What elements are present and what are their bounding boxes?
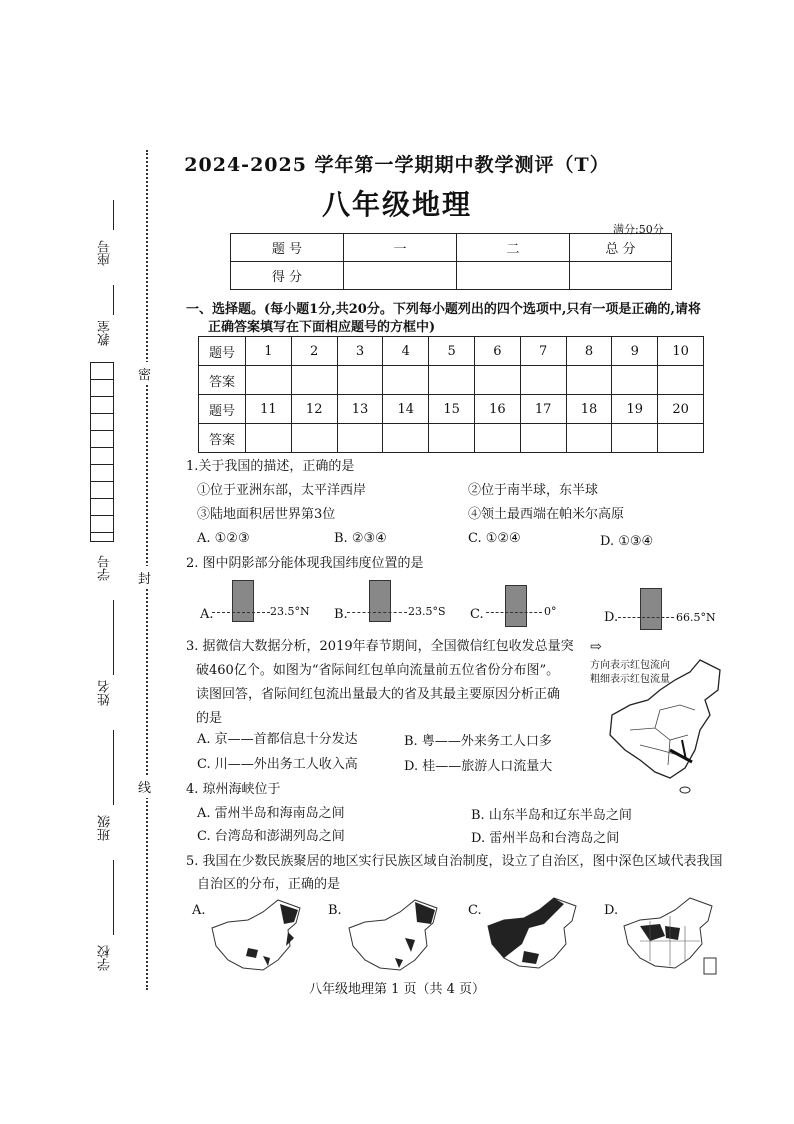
answer-table (198, 336, 704, 453)
q3-option-c[interactable]: C. 川——外出务工人收入高 (197, 757, 358, 772)
q3-legend-thickness: 粗细表示红包流量 (590, 674, 670, 685)
answer-label: 答案 (199, 366, 246, 395)
q4-stem: 4. 琼州海峡位于 (186, 782, 281, 797)
name-blank[interactable] (113, 730, 114, 805)
answer-cell[interactable] (520, 366, 566, 395)
score-header: 一 (344, 234, 457, 262)
answer-cell[interactable] (520, 424, 566, 453)
answer-cell[interactable] (658, 424, 704, 453)
q5-option-b[interactable]: B. (328, 903, 342, 918)
exam-title: 2024-2025 学年第一学期期中教学测评（T） (184, 154, 610, 176)
question-number: 1 (246, 337, 292, 366)
score-header: 题 号 (231, 234, 344, 262)
question-number: 9 (612, 337, 658, 366)
room-label: 教室 (98, 320, 113, 346)
score-cell[interactable] (570, 262, 672, 290)
score-header: 二 (457, 234, 570, 262)
answer-cell[interactable] (429, 366, 475, 395)
answer-cell[interactable] (566, 366, 612, 395)
q5-option-c[interactable]: C. (468, 903, 482, 918)
q4-option-b[interactable]: B. 山东半岛和辽东半岛之间 (471, 808, 632, 823)
q4-option-c[interactable]: C. 台湾岛和澎湖列岛之间 (197, 829, 345, 844)
q1-stem: 1.关于我国的描述，正确的是 (186, 459, 355, 474)
answer-label: 题号 (199, 337, 246, 366)
seal-feng: 封 (138, 566, 151, 589)
seal-mi: 密 (138, 362, 151, 385)
q5-stem-line1: 5. 我国在少数民族聚居的地区实行民族区域自治制度，设立了自治区，图中深色区域代表我国 (186, 854, 723, 869)
q1-option-c[interactable]: C. ①②④ (468, 531, 521, 546)
question-number: 5 (429, 337, 475, 366)
q2-figure-d-line (618, 617, 674, 618)
q1-statement: ④领土最西端在帕米尔高原 (468, 507, 625, 522)
question-number: 12 (291, 395, 337, 424)
q2-figure-d-latitude: 66.5°N (676, 611, 716, 624)
q2-option-c[interactable]: C. (470, 607, 484, 622)
question-number: 4 (383, 337, 429, 366)
exam-subject: 八年级地理 (321, 188, 472, 221)
answer-cell[interactable] (337, 366, 383, 395)
question-number: 11 (246, 395, 292, 424)
q3-stem: 3. 据微信大数据分析，2019年春节期间，全国微信红包收发总量突 破460亿个。如图为“省际间红包单向流量前五位省份分布图”。 读图回答，省际间红包流出量最大的省及其最主要原因分析正确 的是 (186, 639, 574, 726)
q2-figure-b-line (347, 612, 407, 613)
question-number: 18 (566, 395, 612, 424)
q1-option-b[interactable]: B. ②③④ (334, 531, 387, 546)
q5-map-d (620, 896, 720, 978)
q2-figure-a-band (232, 580, 254, 622)
question-number: 7 (520, 337, 566, 366)
score-cell[interactable] (457, 262, 570, 290)
q2-figure-d-band (640, 588, 662, 630)
q2-stem: 2. 图中阴影部分能体现我国纬度位置的是 (186, 556, 424, 571)
room-blank[interactable] (113, 285, 114, 315)
answer-cell[interactable] (383, 424, 429, 453)
q2-figure-a-line (212, 612, 270, 613)
q4-option-a[interactable]: A. 雷州半岛和海南岛之间 (197, 806, 345, 821)
question-number: 6 (474, 337, 520, 366)
answer-cell[interactable] (429, 424, 475, 453)
q2-figure-c-band (505, 585, 527, 627)
q5-stem-line2: 自治区的分布，正确的是 (197, 877, 341, 892)
arrow-right-icon: ⇨ (590, 639, 602, 655)
q2-figure-b-band (369, 580, 391, 622)
question-number: 3 (337, 337, 383, 366)
q2-option-b[interactable]: B. (334, 607, 348, 622)
q5-map-c (484, 896, 584, 974)
answer-cell[interactable] (246, 424, 292, 453)
q3-option-a[interactable]: A. 京——首都信息十分发达 (197, 732, 358, 747)
school-label: 学校 (98, 945, 113, 971)
answer-label: 答案 (199, 424, 246, 453)
q5-map-a (208, 898, 308, 976)
question-number: 19 (612, 395, 658, 424)
q2-figure-c-line (486, 612, 542, 613)
question-number: 2 (291, 337, 337, 366)
seat-label: 座号 (98, 240, 113, 266)
q1-statement: ①位于亚洲东部，太平洋西岸 (197, 483, 367, 498)
q1-option-a[interactable]: A. ①②③ (197, 531, 250, 546)
seal-xian: 线 (138, 775, 151, 798)
q2-figure-c-latitude: 0° (544, 605, 557, 618)
question-number: 17 (520, 395, 566, 424)
q1-option-d[interactable]: D. ①③④ (600, 534, 654, 549)
answer-cell[interactable] (612, 366, 658, 395)
question-number: 13 (337, 395, 383, 424)
question-number: 14 (383, 395, 429, 424)
q3-legend-direction: 方向表示红包流向 (590, 660, 670, 671)
class-label: 班级 (98, 815, 113, 841)
answer-cell[interactable] (291, 366, 337, 395)
q3-red-envelope-flow-map (600, 650, 730, 800)
student-no-label: 学号 (98, 555, 113, 581)
q2-figure-b-latitude: 23.5°S (408, 605, 446, 618)
q2-option-d[interactable]: D. (604, 610, 619, 625)
full-score: 满分:50分 (613, 223, 664, 236)
question-number: 15 (429, 395, 475, 424)
question-number: 8 (566, 337, 612, 366)
q1-statement: ②位于南半球，东半球 (468, 483, 599, 498)
answer-cell[interactable] (337, 424, 383, 453)
question-number: 20 (658, 395, 704, 424)
class-blank[interactable] (113, 860, 114, 935)
score-table (230, 233, 672, 290)
q3-option-b[interactable]: B. 粤——外来务工人口多 (404, 734, 552, 749)
name-label: 姓名 (98, 680, 113, 706)
answer-cell[interactable] (246, 366, 292, 395)
student-no-blank[interactable] (113, 600, 114, 675)
q3-option-d[interactable]: D. 桂——旅游人口流量大 (404, 759, 553, 774)
section1-instruction: 一、选择题。(每小题1分,共20分。下列每小题列出的四个选项中,只有一项是正确的,请将 正确答案填写在下面相应题号的方框中) (186, 302, 701, 336)
score-header: 总 分 (570, 234, 672, 262)
score-row-label: 得 分 (231, 262, 344, 290)
q2-option-a[interactable]: A. (200, 607, 214, 622)
answer-cell[interactable] (612, 424, 658, 453)
answer-cell[interactable] (474, 424, 520, 453)
q5-option-a[interactable]: A. (192, 903, 206, 918)
page-footer: 八年级地理第 1 页（共 4 页） (308, 982, 486, 997)
q4-option-d[interactable]: D. 雷州半岛和台湾岛之间 (471, 831, 620, 846)
question-number: 16 (474, 395, 520, 424)
answer-cell[interactable] (658, 366, 704, 395)
q5-map-b (345, 898, 445, 976)
answer-cell[interactable] (566, 424, 612, 453)
answer-cell[interactable] (383, 366, 429, 395)
answer-label: 题号 (199, 395, 246, 424)
answer-cell[interactable] (291, 424, 337, 453)
student-number-boxes[interactable] (90, 362, 114, 542)
q2-figure-a-latitude: 23.5°N (270, 605, 310, 618)
q1-statement: ③陆地面积居世界第3位 (197, 507, 336, 522)
q5-option-d[interactable]: D. (604, 903, 619, 918)
question-number: 10 (658, 337, 704, 366)
answer-cell[interactable] (474, 366, 520, 395)
score-cell[interactable] (344, 262, 457, 290)
